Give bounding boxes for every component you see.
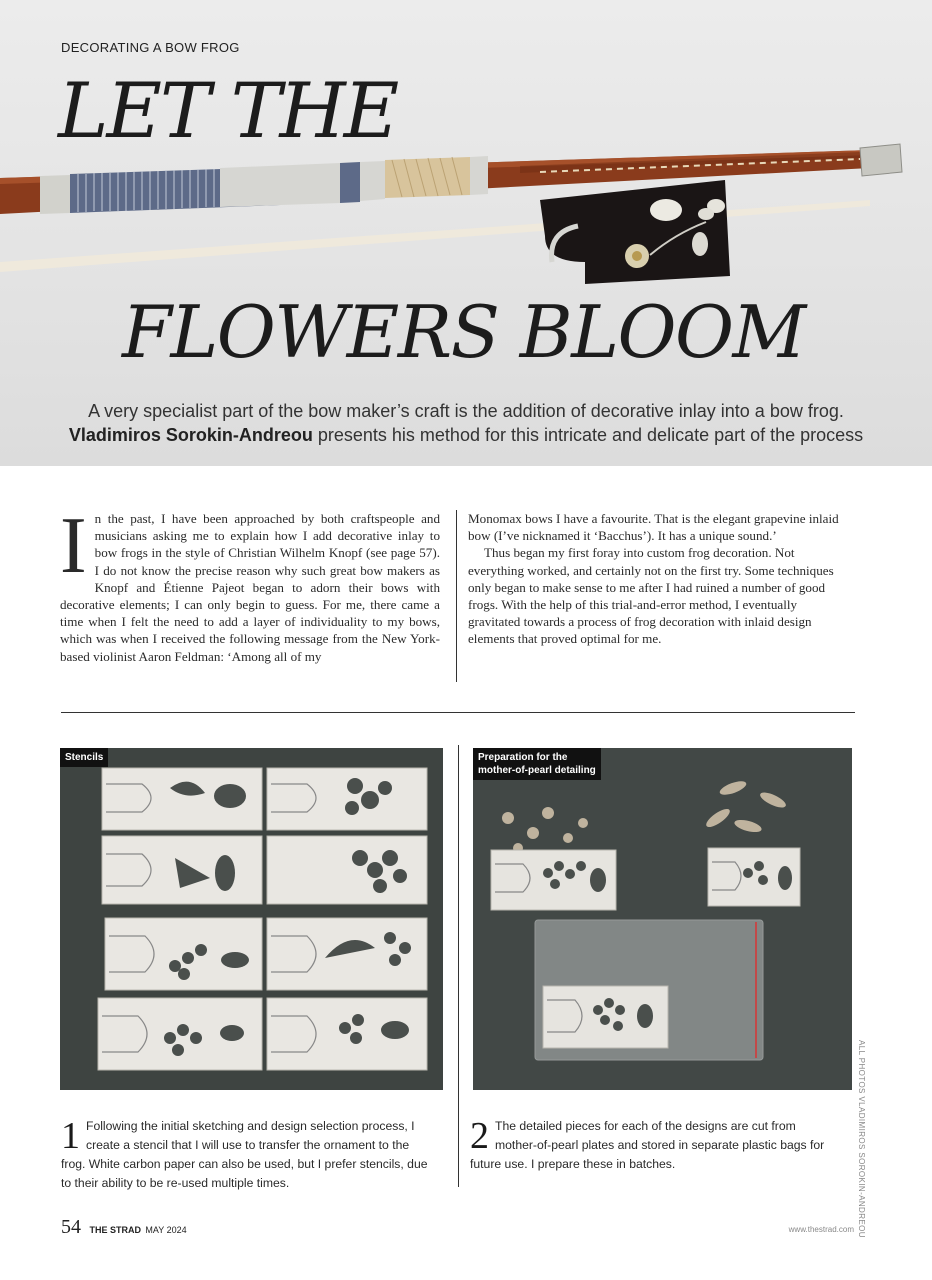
headline-line-1: LET THE — [58, 66, 398, 155]
author-name: Vladimiros Sorokin-Andreou — [68, 425, 313, 445]
article-column-left — [60, 502, 440, 665]
photo-tag-preparation — [473, 748, 601, 780]
magazine-name: THE STRAD — [89, 1225, 141, 1235]
issue-date: MAY 2024 — [145, 1225, 187, 1235]
caption-1 — [61, 1117, 431, 1193]
section-label: DECORATING A BOW FROG — [61, 40, 240, 55]
standfirst-text: A very specialist part of the bow maker’s craft is the addition of decorative inlay into a bow frog. — [88, 401, 844, 421]
standfirst-text-end: presents his method for this intricate and delicate part of the process — [317, 425, 864, 445]
drop-cap: I — [60, 502, 87, 590]
mother-of-pearl-image — [473, 748, 852, 1090]
article-paragraph: Monomax bows I have a favourite. That is the elegant grapevine inlaid bow (I’ve nicknamed it ‘Bacchus’). It has a unique sound.’ — [468, 511, 839, 544]
standfirst — [20, 399, 912, 447]
column-divider — [456, 510, 457, 682]
photo-tag-line: mother-of-pearl detailing — [478, 765, 596, 776]
website-url[interactable]: www.thestrad.com — [788, 1225, 854, 1234]
caption-text: The detailed pieces for each of the designs are cut from mother-of-pearl plates and stored in separate plastic bags for future use. I prepare these in batches. — [470, 1119, 825, 1171]
caption-number: 1 — [61, 1115, 80, 1157]
mother-of-pearl-photo — [473, 748, 852, 1090]
stencils-photo — [60, 748, 443, 1090]
photo-credit: ALL PHOTOS VLADIMIROS SOROKIN-ANDREOU — [857, 1040, 866, 1238]
photo-tag-stencils: Stencils — [60, 748, 108, 767]
horizontal-rule — [61, 712, 855, 713]
article-paragraph: Thus began my first foray into custom frog decoration. Not everything worked, and certainly not on the first try. Some techniques only began to make sense to me after I had ruined a number of good frogs. With the help of this trial-and-error method, I eventually gravitated towards a process of frog decoration with inlaid design elements that proved optimal for me. — [468, 545, 834, 647]
photo-tag-line: Preparation for the — [478, 752, 568, 763]
stencils-image — [60, 748, 443, 1090]
footer-folio — [61, 1216, 187, 1239]
headline-line-2: FLOWERS BLOOM — [122, 290, 805, 374]
figure-divider — [458, 745, 459, 1187]
caption-2 — [470, 1117, 840, 1174]
article-text-left: n the past, I have been approached by both craftspeople and musicians asking me to explain how I add decorative inlay to bow frogs in the style of Christian Wilhelm Knopf (see page 57). I do not know the precise reason why such great bow makers as Knopf and Étienne Pajeot began to adorn their bows with decorative elements; I can only begin to guess. For me, there came a time when I felt the need to add a layer of individuality to my bows, which was when I received the following message from the New York-based violinist Aaron Feldman: ‘Among all of my — [60, 511, 440, 664]
page-number: 54 — [61, 1216, 81, 1238]
hero-banner — [0, 0, 932, 466]
caption-number: 2 — [470, 1115, 489, 1157]
caption-text: Following the initial sketching and design selection process, I create a stencil that I will use to transfer the ornament to the frog. White carbon paper can also be used, but I prefer stencils, due to their ability to be re-used multiple times. — [61, 1119, 428, 1190]
article-column-right — [468, 510, 848, 648]
